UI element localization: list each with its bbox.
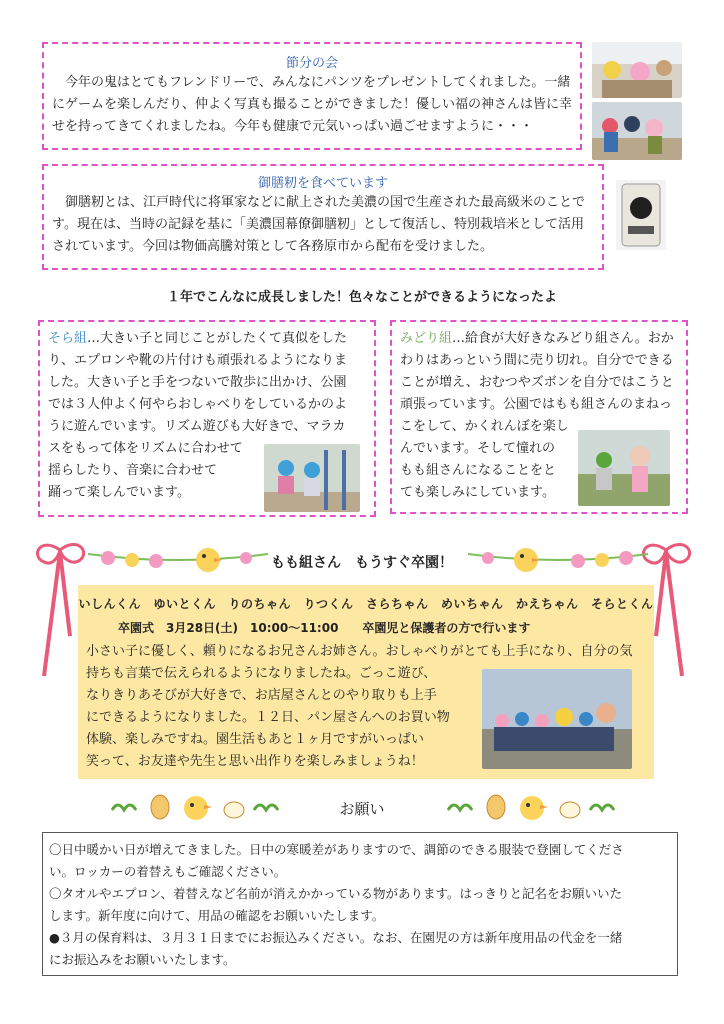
setsubun-photo-2 [592,102,682,160]
onegai-line-6: にお振込みをお願いいたします。 [49,952,236,967]
momo-line-5: 体験、楽しみですね。園生活もあと１ヶ月ですがいっぱい [86,732,425,747]
midori-line-7: もも組さんになることをと [400,463,557,478]
onegai-line-4: します。新年度に向けて、用品の確認をお願いいたします。 [49,908,385,923]
onegai-text [49,839,673,971]
momo-line-2: 持ちも言葉で伝えられるようになりましたね。ごっこ遊び、 [86,666,437,681]
onegai-title: お願い [339,800,385,818]
momo-line-6: 笑って、お友達や先生と思い出作りを楽しみましょうね！ [86,754,424,769]
onegai-box [42,832,678,976]
midori-line-5: こをして、かくれんぼを楽し [400,419,569,434]
momo-names: いしんくん ゆいとくん りのちゃん りつくん さらちゃん めいちゃん かえちゃん そらとくん [78,597,654,611]
momo-line-4: にできるようになりました。１２日、パン屋さんへのお買い物 [86,710,450,725]
onegai-line-3: 〇タオルやエプロン、着替えなど名前が消えかかっている物があります。はっきりと記名をお願いいた [49,886,623,901]
sora-line-2: り、エプロンや靴の片付けも頑張れるようになりま [48,353,348,368]
momo-line-3: なりきりあそびが大好きで、お店屋さんとのやり取りも上手 [86,688,437,703]
gozenmai-title: 御膳籾を食べています [257,176,388,191]
sora-line-5: うに遊んでいます。リズム遊びも大好きで、マラカ [48,419,346,434]
midori-line-2: わりはあっという間に売り切れ。自分でできる [400,353,674,368]
sora-line-3: した。大きい子と手をつないで散歩に出かけ、公園 [48,375,347,390]
midori-line-1: みどり組…給食が大好きなみどり組さん。おか [400,331,674,346]
midori-line-6: んでいます。そして憧れの [400,441,555,456]
midori-line-3: ことが増え、おむつやズボンを自分ではこうと [400,375,674,390]
sora-line-6: スをもって体をリズムに合わせて [48,441,243,456]
setsubun-photo-1 [592,42,682,98]
midori-line-8: ても楽しみにしています。 [400,485,555,500]
setsubun-title: 節分の会 [285,56,338,71]
growth-heading: １年でこんなに成長しました！色々なことができるようになったよ [166,290,557,305]
sora-line-7: 揺らしたり、音楽に合わせて [48,463,218,478]
setsubun-box [42,42,582,150]
momo-box [78,585,654,779]
momo-heading: もも組さん もうすぐ卒園！ [271,555,453,571]
sora-photo [264,444,360,512]
chick-garland-right-icon [440,790,620,824]
midori-label: みどり組 [400,331,453,346]
momo-ceremony: 卒園式 3月28日(土) 10:00～11:00 卒園児と保護者の方で行います [118,621,531,635]
momo-line-1: 小さい子に優しく、頼りになるお兄さんお姉さん。おしゃべりがとても上手になり、自分の気 [86,644,633,659]
onegai-line-5: ●３月の保育料は、３月３１日までにお振込みください。なお、在園児の方は新年度用品の代金を一緒 [49,930,623,945]
setsubun-body: 今年の鬼はとてもフレンドリーで、みんなにパンツをプレゼントしてくれました。一緒にゲームを楽しんだり、仲よく写真も撮ることができました！優しい福の神さんは皆に幸せを持ってきてくれましたね。今年も健康で元気いっぱい過ごせますように・・・ [52,75,573,134]
sora-line-1: そら組…大きい子と同じことがしたくて真似をした [48,331,348,346]
midori-photo [578,430,670,506]
onegai-line-1: 〇日中暖かい日が増えてきました。日中の寒暖差がありますので、調節のできる服装で登園してくださ [49,842,624,857]
sora-line-8: 踊って楽しんでいます。 [48,485,190,500]
sora-line-4: では３人仲よく何やらおしゃべりをしているかのよ [48,397,348,412]
momo-photo [482,669,632,769]
sora-label: そら組 [48,331,88,346]
onegai-line-2: い。ロッカーの着替えもご確認ください。 [49,864,287,879]
rice-bag-photo [616,180,666,250]
midori-line-4: 頑張っています。公園ではもも組さんのまねっ [400,397,672,412]
gozenmai-body: 御膳籾とは、江戸時代に将軍家などに献上された美濃の国で生産された最高級米のことです。現在は、当時の記録を基に「美濃国幕僚御膳籾」として復活し、特別栽培米として活用されています。今回は物価高騰対策として各務原市から配布を受けました。 [52,195,586,254]
gozenmai-box [42,164,604,270]
